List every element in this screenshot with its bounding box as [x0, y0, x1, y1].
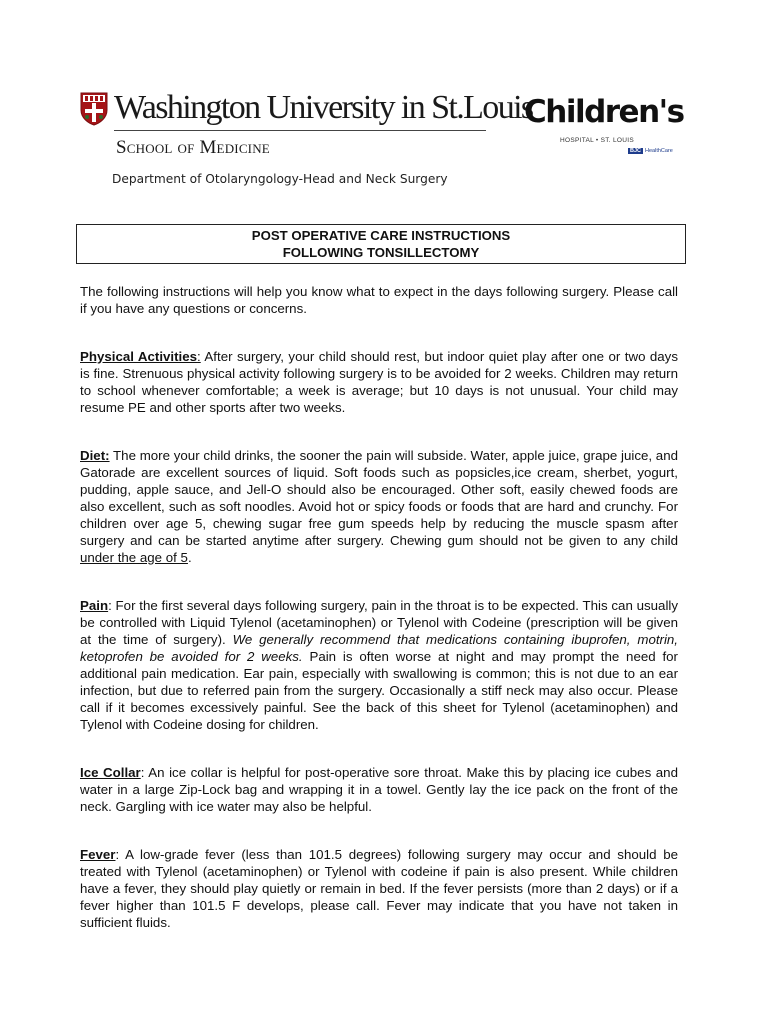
- department-name: Department of Otolaryngology-Head and Neck Surgery: [112, 172, 448, 186]
- logo-divider: [114, 130, 486, 131]
- fever-heading: Fever: [80, 847, 116, 862]
- diet-heading: Diet:: [80, 448, 110, 463]
- ice-collar-section: [80, 764, 678, 815]
- document-header: [0, 0, 768, 200]
- ice-collar-text: : An ice collar is helpful for post-operative sore throat. Make this by placing ice cubes and water in a large Zip-Lock bag and wrapping it in a towel. Gently lay the ice pack on the front of the neck. Gargling with ice water may also be helpful.: [80, 765, 678, 814]
- diet-text-end: .: [187, 550, 192, 565]
- title-line-1: POST OPERATIVE CARE INSTRUCTIONS: [251, 228, 511, 243]
- ice-collar-heading: Ice Collar: [80, 765, 141, 780]
- childrens-hospital-logo: [520, 90, 684, 162]
- diet-text: The more your child drinks, the sooner the pain will subside. Water, apple juice, grape juice, and Gatorade are excellent sources of liquid. Soft foods such as popsicles,ice cream, sherbet, yogurt, pudding, apple sauce, and Jell-O should also be encouraged. Other soft, easily chewed foods are also excellent, such as soft noodles. Avoid hot or spicy foods or foods that are hard and crunchy. For children over age 5, chewing sugar free gum speeds help by reducing the muscle spasm after surgery and can be started anytime after surgery. Chewing gum should not be given to any child: [80, 448, 678, 548]
- instructions-body: [80, 283, 678, 931]
- physical-activities-heading: Physical Activities: [80, 349, 198, 364]
- physical-activities-colon: :: [197, 349, 201, 364]
- school-name: School of Medicine: [116, 137, 270, 158]
- physical-activities-section: [80, 348, 678, 416]
- university-shield-icon: [80, 92, 108, 126]
- fever-text: : A low-grade fever (less than 101.5 degrees) following surgery may occur and should be treated with Tylenol (acetaminophen) or Tylenol with codeine if pain is also present. While children have a fever, they should play quietly or remain in bed. If the fever persists (more than 2 days) or if a fever higher than 101.5 F develops, please call. Fever may indicate that you have not taken in sufficient fluids.: [80, 847, 678, 930]
- bjc-badge: BJC: [630, 148, 642, 154]
- bjc-text: HealthCare: [645, 148, 673, 154]
- diet-section: [80, 447, 678, 566]
- diet-age-warning: under the age of 5: [80, 550, 188, 565]
- physical-activities-text: After surgery, your child should rest, but indoor quiet play after one or two days is fine. Strenuous physical activity following surgery is to be avoided for 2 weeks. Children may return to school whenever comfortable; a week is average; but 10 days is not unusual. Your child may resume PE and other sports after two weeks.: [80, 349, 678, 415]
- fever-section: [80, 846, 678, 931]
- pain-medication-warning: We generally recommend that medications containing ibuprofen, motrin, ketoprofen be avoided for 2 weeks.: [80, 632, 678, 664]
- university-name: Washington University in St.Louis: [114, 89, 533, 126]
- pain-heading: Pain: [80, 598, 109, 613]
- document-title-box: [76, 224, 686, 264]
- title-line-2: FOLLOWING TONSILLECTOMY: [282, 245, 480, 260]
- childrens-logo-text: Children's: [524, 94, 684, 130]
- pain-text: : For the first several days following surgery, pain in the throat is to be expected. This can usually be controlled with Liquid Tylenol (acetaminophen) or Tylenol with Codeine (prescription will be given at the time of surgery).: [80, 598, 678, 647]
- intro-paragraph: The following instructions will help you know what to expect in the days following surgery. Please call if you have any questions or concerns.: [80, 284, 678, 316]
- childrens-subtitle: HOSPITAL • ST. LOUIS: [560, 137, 635, 144]
- bjc-healthcare-mark: [628, 148, 673, 154]
- pain-section: [80, 597, 678, 733]
- pain-text-end: Pain is often worse at night and may prompt the need for additional pain medication. Ear pain, especially with swallowing is common; this is not due to an ear infection, but due to referred pain from the surgery. Occasionally a stiff neck may also occur. Please call if it becomes excessively painful. See the back of this sheet for Tylenol (acetaminophen) and Tylenol with Codeine dosing for children.: [80, 649, 678, 732]
